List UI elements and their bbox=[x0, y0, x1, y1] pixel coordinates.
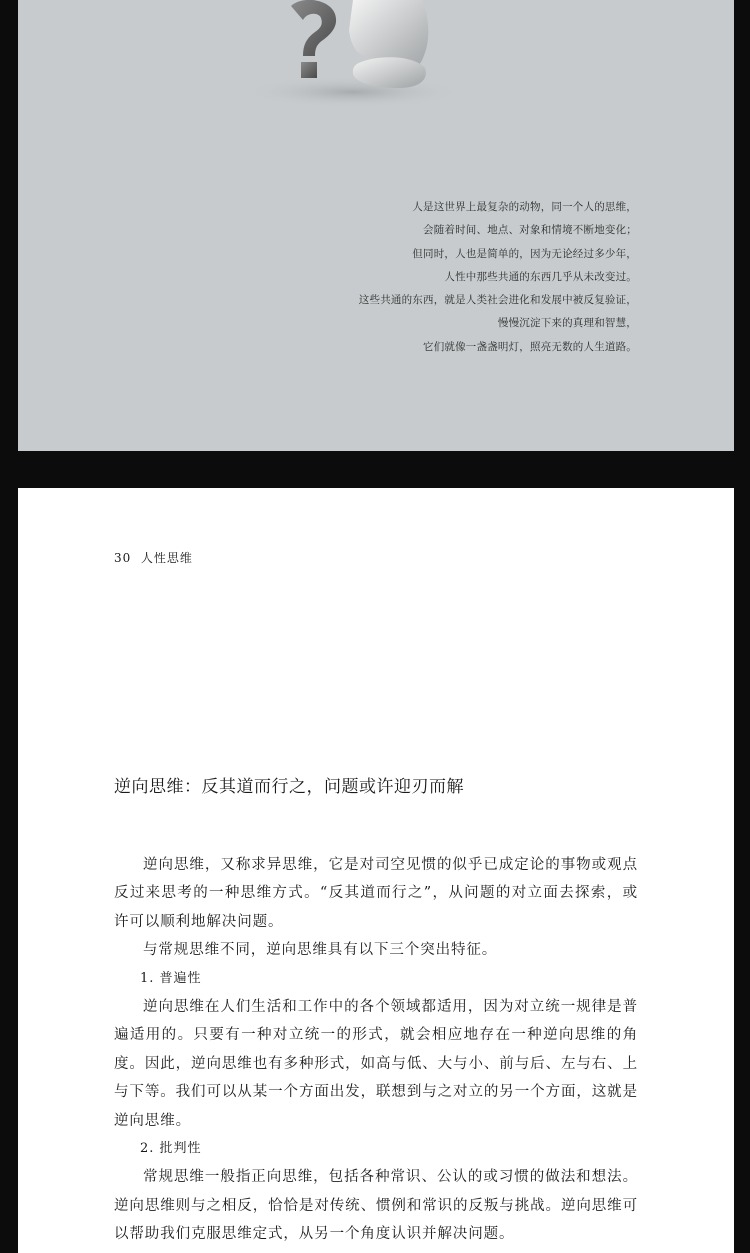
epigraph-quote bbox=[359, 196, 637, 359]
figure-with-question-mark-illustration bbox=[233, 0, 463, 110]
quote-line: 会随着时间、地点、对象和情境不断地变化； bbox=[423, 224, 637, 237]
paragraph: 常规思维一般指正向思维，包括各种常识、公认的或习惯的做法和想法。逆向思维则与之相反，恰恰是对传统、惯例和常识的反叛与挑战。逆向思维可以帮助我们克服思维定式，从另一个角度认识并解决问题。 bbox=[114, 1169, 638, 1243]
top-page bbox=[18, 0, 734, 451]
paragraph: 逆向思维在人们生活和工作中的各个领域都适用，因为对立统一规律是普遍适用的。只要有一种对立统一的形式，就会相应地存在一种逆向思维的角度。因此，逆向思维也有多种形式，如高与低、大与小、前与后、左与右、上与下等。我们可以从某一个方面出发，联想到与之对立的另一个方面，这就是逆向思维。 bbox=[114, 999, 638, 1129]
body-text bbox=[114, 851, 638, 1249]
paragraph: 逆向思维，又称求异思维，它是对司空见惯的似乎已成定论的事物或观点反过来思考的一种思维方式。“反其道而行之”，从问题的对立面去探索，或许可以顺利地解决问题。 bbox=[114, 857, 638, 930]
paragraph: 与常规思维不同，逆向思维具有以下三个突出特征。 bbox=[143, 942, 498, 959]
running-head bbox=[114, 549, 193, 566]
page-number: 30 bbox=[114, 551, 132, 565]
subheading: 2. 批判性 bbox=[140, 1141, 202, 1157]
quote-line: 但同时，人也是简单的，因为无论经过多少年， bbox=[412, 247, 637, 260]
quote-line: 人是这世界上最复杂的动物，同一个人的思维， bbox=[412, 201, 637, 213]
quote-line: 人性中那些共通的东西几乎从未改变过。 bbox=[444, 270, 637, 283]
book-title: 人性思维 bbox=[140, 551, 193, 565]
quote-line: 这些共通的东西，就是人类社会进化和发展中被反复验证， bbox=[358, 294, 637, 307]
section-title: 逆向思维：反其道而行之，问题或许迎刃而解 bbox=[114, 777, 464, 797]
quote-line: 它们就像一盏盏明灯，照亮无数的人生道路。 bbox=[423, 340, 637, 353]
quote-line: 慢慢沉淀下来的真理和智慧， bbox=[497, 317, 637, 330]
bottom-page bbox=[18, 488, 734, 1253]
subheading: 1. 普遍性 bbox=[140, 970, 202, 986]
